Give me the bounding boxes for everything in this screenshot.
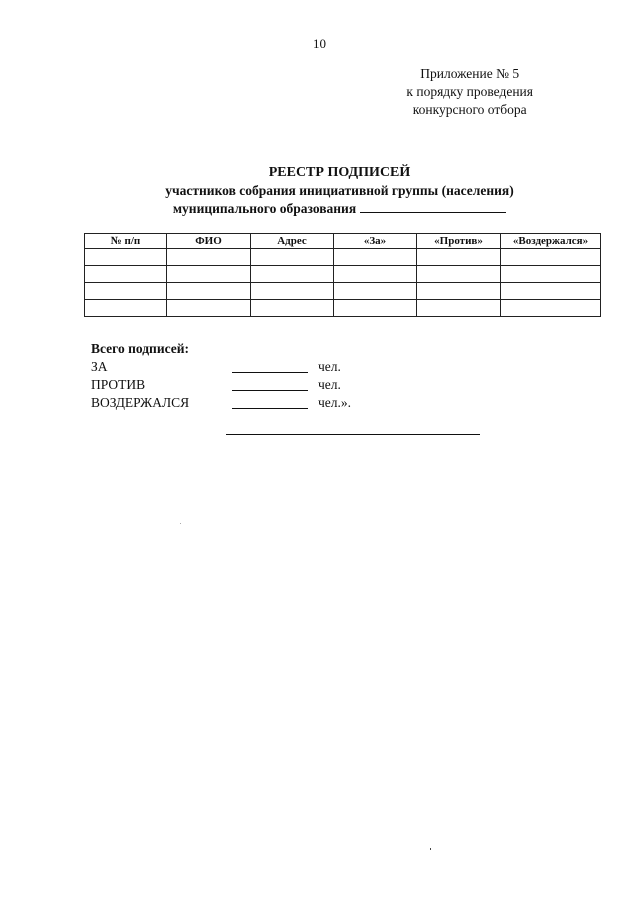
totals-blank-abstained bbox=[232, 394, 308, 409]
table-cell bbox=[251, 300, 334, 317]
totals-blank-for bbox=[232, 358, 308, 373]
table-row bbox=[85, 300, 601, 317]
totals-label-abstained: ВОЗДЕРЖАЛСЯ bbox=[91, 395, 190, 410]
table-cell bbox=[501, 283, 601, 300]
document-title: РЕЕСТР ПОДПИСЕЙ bbox=[268, 165, 411, 180]
table-cell bbox=[167, 249, 251, 266]
table-cell bbox=[85, 283, 167, 300]
appendix-line-2: к порядку проведения bbox=[406, 84, 533, 99]
table-cell bbox=[334, 249, 417, 266]
table-cell bbox=[334, 283, 417, 300]
table-cell bbox=[85, 300, 167, 317]
table-cell bbox=[417, 283, 501, 300]
signature-registry-table bbox=[84, 233, 601, 317]
table-cell bbox=[501, 266, 601, 283]
totals-unit-for: чел. bbox=[318, 359, 341, 374]
scan-speck bbox=[180, 523, 181, 524]
column-header-name: ФИО bbox=[167, 234, 251, 249]
totals-heading: Всего подписей: bbox=[91, 341, 190, 356]
scan-speck bbox=[430, 848, 431, 850]
column-header-address: Адрес bbox=[251, 234, 334, 249]
signature-totals bbox=[91, 340, 352, 412]
table-cell bbox=[251, 266, 334, 283]
municipality-blank-field bbox=[360, 200, 506, 213]
column-header-number: № п/п bbox=[85, 234, 167, 249]
table-cell bbox=[417, 300, 501, 317]
table-cell bbox=[501, 300, 601, 317]
table-cell bbox=[167, 266, 251, 283]
table-row bbox=[85, 249, 601, 266]
totals-label-for: ЗА bbox=[91, 359, 108, 374]
totals-unit-abstained: чел.». bbox=[318, 395, 352, 410]
table-cell bbox=[251, 249, 334, 266]
table-cell bbox=[85, 266, 167, 283]
page-number: 10 bbox=[313, 36, 326, 51]
document-title-block bbox=[0, 164, 639, 218]
totals-row-abstained bbox=[91, 394, 352, 412]
totals-blank-against bbox=[232, 376, 308, 391]
appendix-line-3: конкурсного отбора bbox=[412, 102, 527, 117]
totals-label-against: ПРОТИВ bbox=[91, 377, 146, 392]
column-header-for: «За» bbox=[334, 234, 417, 249]
column-header-abstained: «Воздержался» bbox=[501, 234, 601, 249]
table-cell bbox=[501, 249, 601, 266]
totals-unit-against: чел. bbox=[318, 377, 341, 392]
column-header-against: «Против» bbox=[417, 234, 501, 249]
totals-row-for bbox=[91, 358, 341, 376]
appendix-note bbox=[406, 65, 533, 119]
table-cell bbox=[167, 300, 251, 317]
table-row bbox=[85, 266, 601, 283]
document-subtitle-1: участников собрания инициативной группы (населения) bbox=[165, 183, 514, 198]
table-cell bbox=[417, 266, 501, 283]
closing-separator-line bbox=[226, 434, 480, 435]
document-subtitle-2-wrap bbox=[0, 200, 639, 218]
appendix-line-1: Приложение № 5 bbox=[420, 66, 520, 81]
table-cell bbox=[417, 249, 501, 266]
document-subtitle-2: муниципального образования bbox=[172, 201, 357, 216]
table-row bbox=[85, 283, 601, 300]
totals-row-against bbox=[91, 376, 341, 394]
table-cell bbox=[334, 266, 417, 283]
table-cell bbox=[167, 283, 251, 300]
table-cell bbox=[85, 249, 167, 266]
table-cell bbox=[334, 300, 417, 317]
table-header-row bbox=[85, 234, 601, 249]
table-cell bbox=[251, 283, 334, 300]
